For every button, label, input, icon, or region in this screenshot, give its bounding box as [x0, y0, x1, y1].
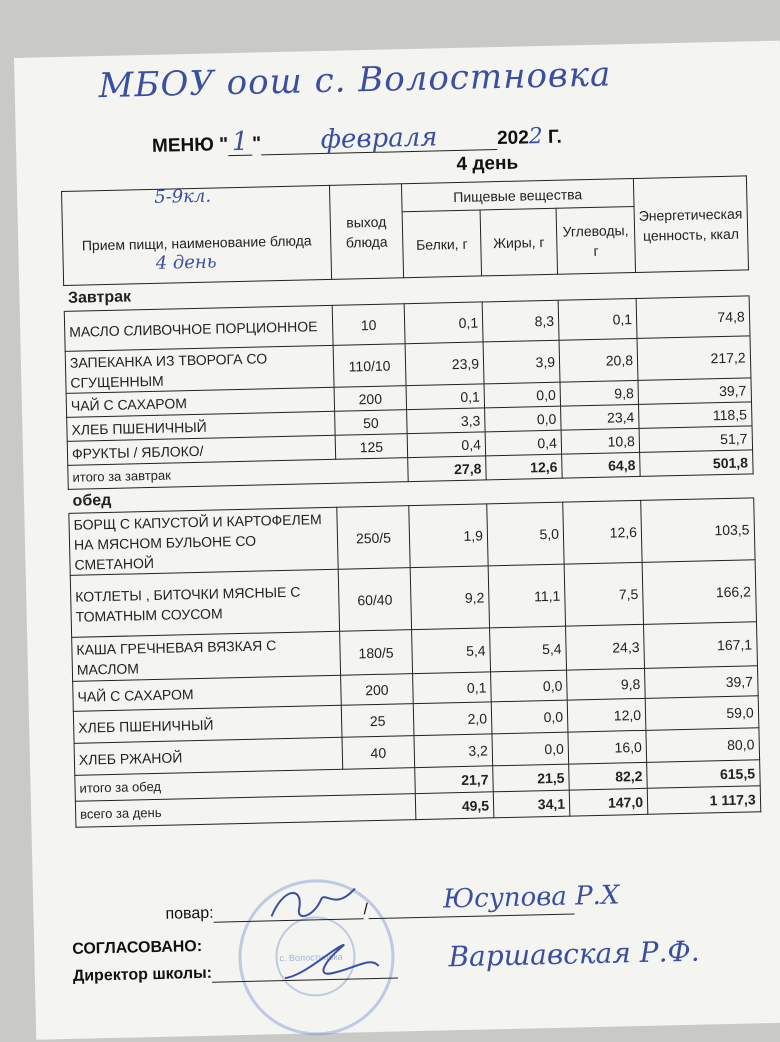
dish-fat: 5,4: [490, 626, 567, 672]
dish-name: ФРУКТЫ / ЯБЛОКО/: [67, 435, 335, 465]
school-name-handwritten: МБОУ оош с. Волостновка: [98, 54, 612, 107]
menu-label: МЕНЮ ": [151, 134, 229, 157]
total-kcal: 501,8: [640, 450, 753, 477]
total-fat: 34,1: [493, 790, 570, 818]
dish-kcal: 166,2: [642, 560, 756, 625]
day-note-handwritten: 4 день: [155, 251, 217, 274]
dish-protein: 0,1: [404, 302, 483, 344]
day-handwritten: 1: [228, 127, 253, 157]
dish-fat: 0,0: [484, 382, 561, 408]
dish-yield: 180/5: [340, 630, 413, 676]
dish-name: ХЛЕБ ПШЕНИЧНЫЙ: [73, 705, 342, 743]
stamp-text: с. Волостновка: [279, 951, 343, 964]
dish-fat: 0,4: [485, 430, 562, 456]
dish-yield: 50: [335, 410, 408, 436]
dish-kcal: 103,5: [641, 498, 755, 563]
dish-carbs: 20,8: [559, 338, 638, 382]
dish-yield: 40: [342, 736, 415, 770]
dish-protein: 5,4: [412, 628, 491, 674]
year-digit-handwritten: 2: [528, 124, 544, 150]
breakfast-title: Завтрак: [64, 270, 749, 312]
dish-carbs: 9,8: [560, 380, 639, 406]
header-energy: Энергетическая ценность, ккал: [633, 176, 748, 273]
dish-yield: 250/5: [337, 506, 410, 570]
dish-fat: 5,0: [487, 502, 564, 566]
dish-name: КАША ГРЕЧНЕВАЯ ВЯЗКАЯ С МАСЛОМ: [72, 631, 341, 681]
day-title: 4 день: [456, 152, 519, 175]
total-carbs: 64,8: [562, 452, 641, 478]
total-kcal: 1 117,3: [647, 786, 760, 815]
dish-name: ЧАЙ С САХАРОМ: [73, 675, 342, 711]
dish-kcal: 217,2: [637, 336, 751, 381]
dish-protein: 1,9: [409, 504, 488, 568]
month-handwritten: февраля: [261, 121, 498, 155]
lunch-title: обед: [68, 474, 753, 514]
dish-fat: 0,0: [485, 406, 562, 432]
breakfast-total-label: итого за завтрак: [68, 458, 408, 490]
header-fat: Жиры, г: [480, 208, 557, 276]
dish-yield: 25: [341, 704, 414, 738]
dish-carbs: 9,8: [567, 668, 646, 700]
dish-name: ЗАПЕКАНКА ИЗ ТВОРОГА СО СГУЩЕННЫМ: [65, 345, 334, 393]
header-carbs: Углеводы, г: [556, 206, 635, 274]
total-carbs: 82,2: [569, 762, 648, 790]
dish-name: ХЛЕБ РЖАНОЙ: [74, 737, 343, 775]
dish-carbs: 16,0: [568, 730, 647, 764]
dish-yield: 10: [332, 304, 405, 346]
slash: /: [363, 901, 369, 919]
dish-kcal: 74,8: [636, 296, 749, 339]
total-fat: 21,5: [493, 764, 570, 792]
dish-kcal: 39,7: [638, 378, 751, 405]
dish-name: КОТЛЕТЫ , БИТОЧКИ МЯСНЫЕ С ТОМАТНЫМ СОУСОМ: [70, 569, 339, 637]
dish-yield: 200: [341, 674, 414, 706]
header-meal-label: Прием пищи, наименование блюда: [81, 231, 312, 254]
dish-yield: 200: [334, 386, 407, 412]
dish-yield: 60/40: [338, 568, 411, 632]
dish-yield: 110/10: [333, 344, 406, 388]
total-protein: 27,8: [408, 456, 487, 482]
dish-fat: 0,0: [492, 732, 569, 766]
director-name-handwritten: Варшавская Р.Ф.: [448, 934, 700, 974]
dish-protein: 3,2: [414, 734, 493, 768]
dish-carbs: 12,6: [563, 500, 642, 564]
dish-kcal: 80,0: [646, 728, 759, 763]
header-protein: Белки, г: [402, 210, 481, 278]
class-note-handwritten: 5-9кл.: [153, 185, 212, 208]
dish-carbs: 24,3: [566, 624, 645, 670]
dish-fat: 0,0: [491, 670, 568, 702]
dish-carbs: 0,1: [558, 298, 637, 340]
dish-carbs: 23,4: [561, 404, 640, 430]
dish-name: БОРЩ С КАПУСТОЙ И КАРТОФЕЛЕМ НА МЯСНОМ БУЛЬОНЕ СО СМЕТАНОЙ: [69, 507, 338, 575]
total-protein: 49,5: [415, 792, 494, 820]
dish-protein: 0,1: [413, 672, 492, 704]
dish-kcal: 51,7: [639, 426, 752, 453]
dish-fat: 8,3: [482, 300, 559, 342]
year-prefix: 202: [496, 127, 530, 150]
dish-fat: 11,1: [488, 564, 565, 628]
dish-kcal: 59,0: [645, 696, 758, 731]
total-protein: 21,7: [415, 766, 494, 794]
quote-mid: ": [251, 133, 262, 155]
lunch-total-label: итого за обед: [75, 768, 416, 802]
year-end: Г.: [542, 126, 562, 149]
total-fat: 12,6: [486, 454, 563, 480]
dish-name: ХЛЕБ ПШЕНИЧНЫЙ: [67, 411, 335, 441]
header-nutrients: Пищевые вещества: [401, 178, 634, 211]
cook-signature: [263, 880, 364, 926]
dish-protein: 23,9: [405, 342, 484, 386]
dish-kcal: 39,7: [645, 666, 758, 699]
dish-protein: 3,3: [407, 408, 486, 434]
dish-fat: 3,9: [483, 340, 560, 384]
dish-fat: 0,0: [491, 700, 568, 734]
dish-protein: 0,4: [407, 432, 486, 458]
approved-label: СОГЛАСОВАНО:: [72, 937, 203, 958]
total-carbs: 147,0: [569, 788, 648, 816]
day-total-label: всего за день: [75, 794, 416, 828]
dish-yield: 125: [335, 434, 408, 460]
dish-kcal: 118,5: [639, 402, 752, 429]
dish-carbs: 10,8: [561, 428, 640, 454]
header-meal: [62, 185, 332, 285]
dish-protein: 2,0: [413, 702, 492, 736]
director-label: Директор школы:: [72, 964, 213, 985]
header-yield: выход блюда: [329, 184, 403, 280]
dish-carbs: 12,0: [567, 698, 646, 732]
director-signature: [274, 936, 385, 988]
menu-table: [61, 175, 761, 827]
total-kcal: 615,5: [647, 760, 760, 789]
dish-kcal: 167,1: [644, 622, 758, 669]
menu-sheet: [14, 41, 780, 1040]
cook-label: повар:: [165, 904, 214, 923]
dish-name: ЧАЙ С САХАРОМ: [66, 387, 334, 417]
cook-name-handwritten: Юсупова Р.Х: [442, 880, 620, 915]
dish-protein: 9,2: [410, 566, 489, 630]
dish-name: МАСЛО СЛИВОЧНОЕ ПОРЦИОННОЕ: [64, 305, 333, 351]
dish-protein: 0,1: [406, 384, 485, 410]
dish-carbs: 7,5: [564, 562, 643, 626]
